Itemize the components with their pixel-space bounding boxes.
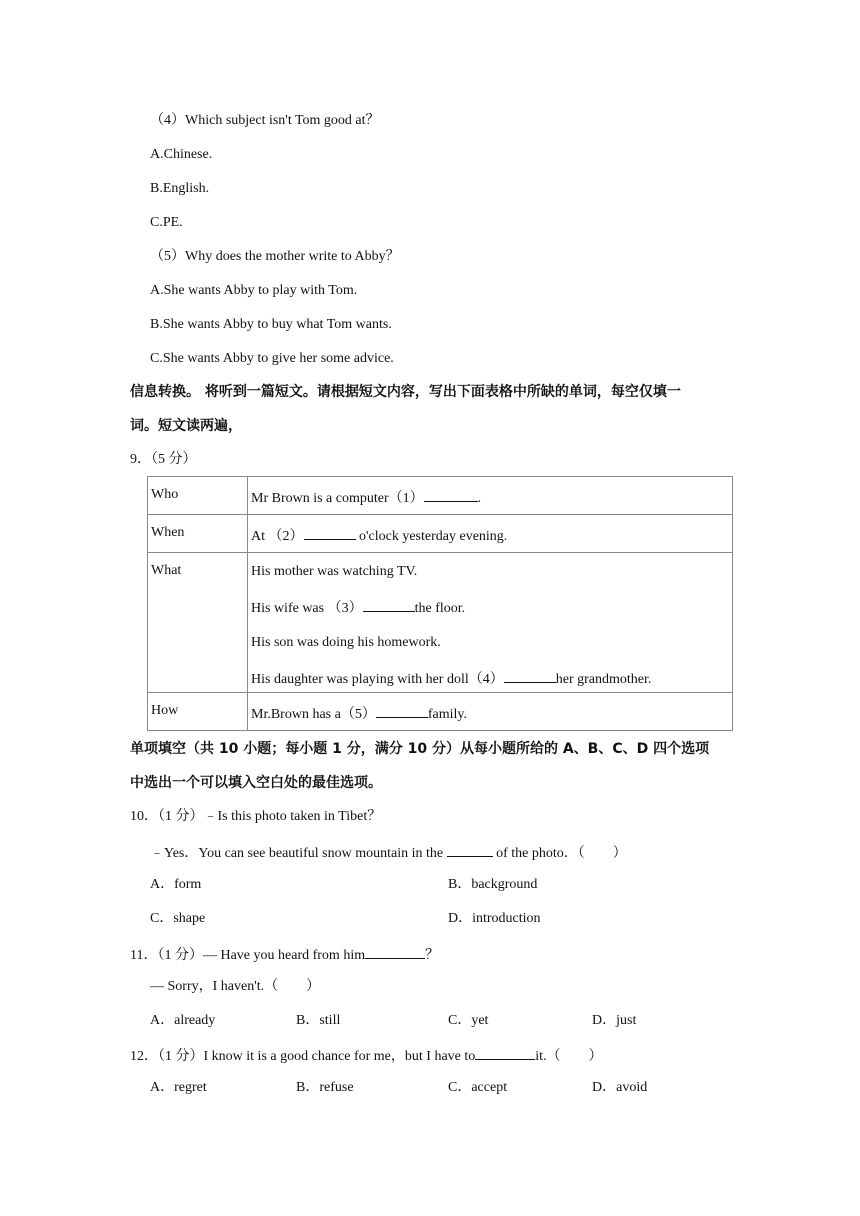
table-cell-who: Mr Brown is a computer（1） . <box>248 477 733 515</box>
answer-blank-2[interactable] <box>304 525 356 540</box>
what-line-2: His wife was （3） the floor. <box>251 597 732 618</box>
table-row-when <box>148 515 733 553</box>
question-11-option-d[interactable]: D．just <box>592 1013 637 1028</box>
section-info-heading-line2: 词。短文读两遍， <box>130 418 242 434</box>
answer-blank-5[interactable] <box>376 703 428 718</box>
question-10-stem: 10．（1 分）﹣Is this photo taken in Tibet？ <box>130 809 382 824</box>
question-11-option-c[interactable]: C．yet <box>448 1013 489 1028</box>
question-11-line2: — Sorry，I haven't.（ ） <box>150 979 321 994</box>
answer-blank-3[interactable] <box>363 597 415 612</box>
question-10-line2: ﹣Yes．You can see beautiful snow mountain in the of the photo．（ ） <box>150 842 627 863</box>
question-5-option-b: B.She wants Abby to buy what Tom wants. <box>150 317 392 332</box>
table-label-when: When <box>148 515 248 553</box>
question-12-option-d[interactable]: D．avoid <box>592 1080 648 1095</box>
question-10-option-b[interactable]: B．background <box>448 877 538 892</box>
info-table <box>147 476 733 731</box>
question-12-blank[interactable] <box>475 1045 535 1060</box>
table-cell-when: At （2） o'clock yesterday evening. <box>248 515 733 553</box>
section-single-heading-line1: 单项填空（共 10 小题；每小题 1 分，满分 10 分）从每小题所给的 A、B、C、D 四个选项 <box>130 741 710 757</box>
table-label-who: Who <box>148 477 248 515</box>
question-12-option-c[interactable]: C．accept <box>448 1080 508 1095</box>
table-row-what <box>148 553 733 693</box>
table-label-how: How <box>148 693 248 731</box>
table-cell-what <box>248 553 733 693</box>
table-cell-how: Mr.Brown has a（5） family. <box>248 693 733 731</box>
question-5-stem: （5）Why does the mother write to Abby？ <box>150 249 400 264</box>
table-row-who <box>148 477 733 515</box>
question-5-option-a: A.She wants Abby to play with Tom. <box>150 283 358 298</box>
question-11-stem: 11．（1 分）— Have you heard from him ？ <box>130 944 439 965</box>
question-4-option-b: B.English. <box>150 181 210 196</box>
question-10-blank[interactable] <box>447 842 493 857</box>
question-9-header: 9．（5 分） <box>130 452 197 467</box>
question-11-blank[interactable] <box>365 944 425 959</box>
question-4-option-c: C.PE. <box>150 215 183 230</box>
what-line-3: His son was doing his homework. <box>251 635 441 650</box>
question-11-option-a[interactable]: A．already <box>150 1013 216 1028</box>
question-11-option-b[interactable]: B．still <box>296 1013 341 1028</box>
question-4-option-a: A.Chinese. <box>150 147 213 162</box>
answer-blank-4[interactable] <box>504 668 556 683</box>
question-12-option-a[interactable]: A．regret <box>150 1080 207 1095</box>
question-10-option-c[interactable]: C．shape <box>150 911 206 926</box>
question-5-option-c: C.She wants Abby to give her some advice. <box>150 351 394 366</box>
question-12-option-b[interactable]: B．refuse <box>296 1080 354 1095</box>
question-12-stem: 12．（1 分）I know it is a good chance for me，but I have to it.（ ） <box>130 1045 603 1066</box>
answer-blank-1[interactable] <box>424 487 478 502</box>
what-line-1: His mother was watching TV. <box>251 564 418 579</box>
question-10-option-a[interactable]: A．form <box>150 877 202 892</box>
question-10-option-d[interactable]: D．introduction <box>448 911 541 926</box>
table-label-what: What <box>148 553 248 693</box>
question-4-stem: （4）Which subject isn't Tom good at？ <box>150 113 380 128</box>
section-single-heading-line2: 中选出一个可以填入空白处的最佳选项。 <box>130 775 382 791</box>
section-info-heading-line1: 信息转换。 将听到一篇短文。请根据短文内容，写出下面表格中所缺的单词，每空仅填一 <box>130 384 681 400</box>
what-line-4: His daughter was playing with her doll（4） her grandmother. <box>251 668 732 689</box>
table-row-how <box>148 693 733 731</box>
